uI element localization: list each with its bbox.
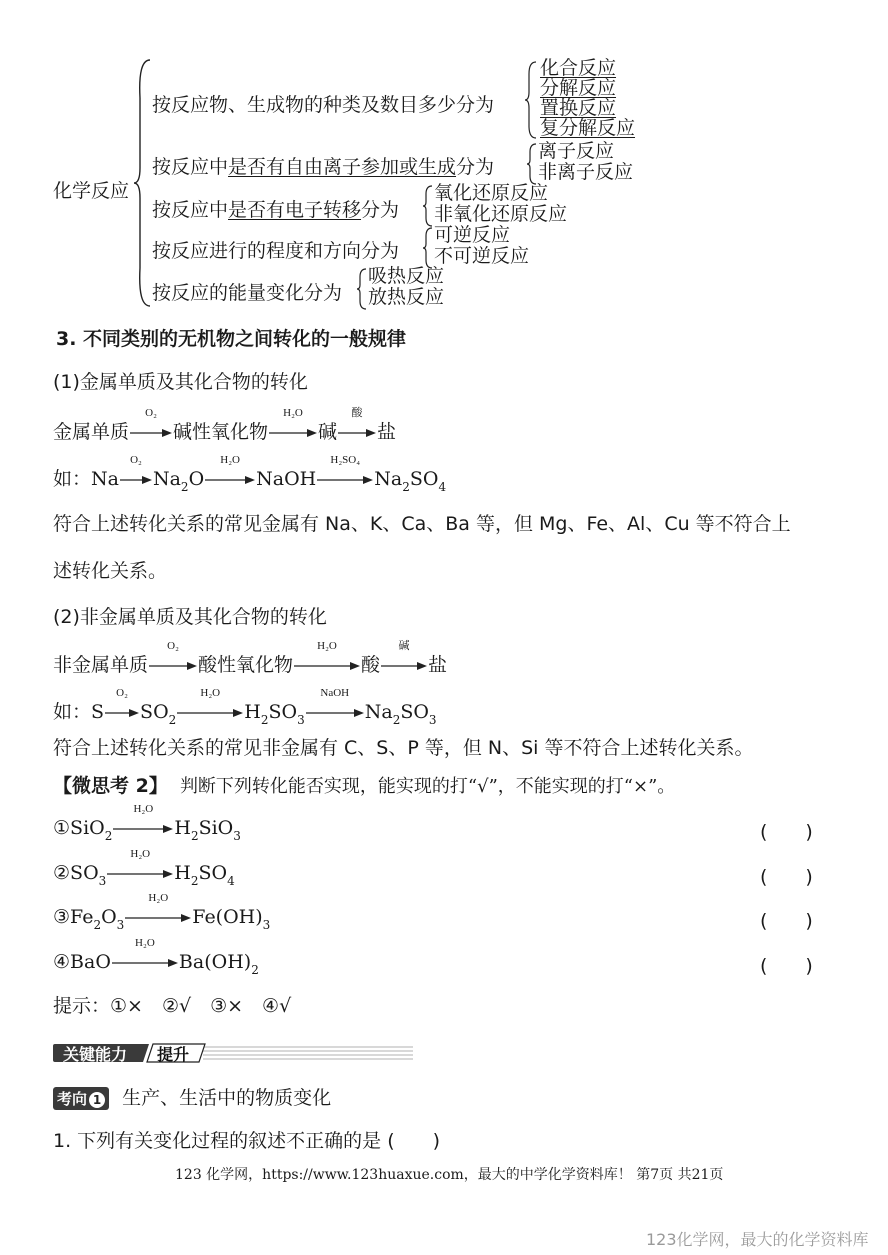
formula-na2o-o: O (188, 468, 205, 490)
leaf-ionic: 离子反应 (538, 140, 615, 162)
arrow-h2o (176, 687, 244, 723)
subscript: 2 (180, 480, 189, 494)
chain-nonmetal-element: 非金属单质 (53, 654, 149, 676)
leaf-redox: 氧化还原反应 (434, 182, 549, 204)
leaf-exothermic: 放热反应 (368, 286, 445, 308)
subscript: 2 (260, 713, 269, 727)
formula-na2o-na: Na (152, 468, 181, 490)
item-product: Fe(OH) (192, 906, 263, 928)
example-prefix: 如： (53, 468, 92, 490)
leaf-irreversible: 不可逆反应 (434, 245, 530, 267)
item-product: H (174, 817, 191, 839)
branch-3-leaves (434, 183, 567, 225)
watermark: 123化学网，最大的化学资料库 (646, 1230, 869, 1249)
arrow-label: H₂O (283, 407, 303, 419)
leaf-non-ionic: 非离子反应 (538, 161, 634, 183)
kaoxiang-header (53, 1083, 332, 1109)
key-ability-banner (53, 1042, 413, 1064)
subscript: 3 (98, 874, 107, 888)
branch-2-label-pre: 按反应中 (152, 156, 229, 178)
chain-base: 碱 (318, 421, 338, 443)
branch-3-label-pre: 按反应中 (152, 199, 229, 221)
formula-na2so3-na: Na (364, 701, 393, 723)
tree-branch-4 (152, 236, 399, 263)
item-number: ④ (53, 951, 71, 973)
arrow-label: NaOH (320, 687, 350, 699)
arrow-naoh (305, 687, 365, 723)
think-tag: 【微思考 2】 (53, 775, 168, 797)
branch-1-label: 按反应物、生成物的种类及数目多少分为 (152, 94, 495, 116)
item-reactant-rest: O (101, 906, 117, 928)
item-reactant: Fe (70, 906, 94, 928)
brace-2 (526, 142, 538, 186)
nonmetal-subtitle: (2)非金属单质及其化合物的转化 (53, 606, 327, 628)
arrow-o2 (104, 687, 140, 723)
subscript: 3 (297, 713, 305, 727)
subscript: 3 (116, 918, 125, 932)
subscript: 2 (190, 874, 199, 888)
tree-branch-1 (152, 90, 494, 117)
brace-5 (356, 267, 368, 311)
branch-2-label-underlined: 是否有自由离子参加或生成 (228, 156, 457, 178)
branch-2-leaves (538, 141, 633, 183)
arrow-label: H₂O (317, 640, 337, 652)
brace-1 (524, 60, 538, 140)
kaoxiang-tag-text: 考向 (57, 1090, 88, 1108)
think-question: 判断下列转化能否实现，能实现的打“√”，不能实现的打“×”。 (179, 776, 676, 797)
kaoxiang-tag (53, 1087, 109, 1110)
think-item-1 (53, 803, 241, 843)
tree-branch-3 (152, 195, 399, 222)
subscript: 2 (168, 713, 177, 727)
arrow-h2o (111, 937, 179, 973)
item-reactant: SO (70, 862, 99, 884)
formula-naoh: NaOH (256, 468, 317, 490)
arrow-h2so4 (316, 454, 374, 490)
subscript: 4 (227, 874, 235, 888)
hint-answers: 提示：①× ②√ ③× ④√ (53, 995, 292, 1017)
tree-branch-2 (152, 152, 494, 179)
think-item-2 (53, 848, 235, 888)
arrow-label: H₂O (135, 937, 155, 949)
think-item-4 (53, 937, 259, 977)
item-number: ① (53, 817, 71, 839)
branch-2-label-post: 分为 (456, 156, 495, 178)
leaf-non-redox: 非氧化还原反应 (434, 203, 568, 225)
item-reactant: BaO (70, 951, 111, 973)
item-number: ② (53, 862, 71, 884)
think-block (53, 771, 675, 798)
arrow-label: O₂ (145, 407, 157, 419)
leaf-double-decomposition: 复分解反应 (540, 117, 636, 139)
arrow-o2 (119, 454, 153, 490)
page-footer: 123 化学网，https://www.123huaxue.com，最大的中学化学资料库！ 第7页 共21页 (175, 1167, 724, 1183)
kaoxiang-title: 生产、生活中的物质变化 (122, 1087, 332, 1109)
item-product: H (174, 862, 191, 884)
branch-3-label-post: 分为 (361, 199, 400, 221)
chain-metal-element: 金属单质 (53, 421, 130, 443)
leaf-endothermic: 吸热反应 (368, 265, 445, 287)
example-prefix: 如： (53, 701, 92, 723)
leaf-displacement: 置换反应 (540, 97, 617, 119)
subscript: 3 (233, 829, 241, 843)
arrow-label: H₂O (200, 687, 221, 699)
formula-na: Na (91, 468, 119, 490)
brace-3 (422, 184, 434, 228)
chain-acid: 酸 (361, 654, 381, 676)
arrow-h2o (293, 640, 361, 676)
nonmetal-note: 符合上述转化关系的常见非金属有 C、S、P 等，但 N、Si 等不符合上述转化关系。 (53, 737, 754, 759)
item-reactant: SiO (70, 817, 105, 839)
metal-example (53, 454, 447, 494)
section-3-title: 3. 不同类别的无机物之间转化的一般规律 (56, 328, 407, 350)
subscript: 2 (392, 713, 401, 727)
chain-acidic-oxide: 酸性氧化物 (198, 654, 294, 676)
branch-5-leaves (368, 266, 444, 308)
item-number: ③ (53, 906, 71, 928)
formula-s: S (91, 701, 105, 723)
answer-blank-1[interactable]: ( ) (760, 821, 813, 843)
leaf-combination: 化合反应 (540, 57, 617, 79)
tree-branch-5 (152, 278, 342, 305)
answer-blank-3[interactable]: ( ) (760, 910, 813, 932)
arrow-h2o (106, 848, 174, 884)
think-item-3 (53, 892, 271, 932)
arrow-label: 碱 (398, 640, 410, 652)
item-product: Ba(OH) (178, 951, 252, 973)
branch-4-leaves (434, 225, 529, 267)
arrow-label: 酸 (351, 407, 363, 419)
arrow-h2o (204, 454, 256, 490)
arrow-h2o (112, 803, 174, 839)
leaf-decomposition: 分解反应 (540, 77, 617, 99)
nonmetal-chain (53, 640, 448, 677)
branch-1-leaves (540, 58, 635, 138)
subscript: 2 (190, 829, 199, 843)
metal-chain (53, 407, 397, 444)
arrow-h2o (268, 407, 318, 443)
answer-blank-4[interactable]: ( ) (760, 955, 813, 977)
subscript: 2 (93, 918, 102, 932)
branch-3-label-underlined: 是否有电子转移 (228, 199, 362, 221)
branch-4-label: 按反应进行的程度和方向分为 (152, 240, 400, 262)
branch-5-label: 按反应的能量变化分为 (152, 282, 343, 304)
arrow-label: O₂ (167, 640, 179, 652)
arrow-acid (337, 407, 377, 443)
tree-main-brace (132, 58, 154, 308)
leaf-reversible: 可逆反应 (434, 224, 511, 246)
formula-so2: SO (140, 701, 169, 723)
banner-left-label: 关键能力 (63, 1045, 128, 1064)
subscript: 2 (402, 480, 410, 494)
item-product-rest: SiO (198, 817, 234, 839)
arrow-h2o (124, 892, 192, 928)
banner-right-label: 提升 (157, 1045, 190, 1064)
arrow-label: H₂SO₄ (330, 454, 361, 466)
tree-root: 化学反应 (53, 180, 130, 202)
arrow-label: H₂O (148, 892, 169, 904)
subscript: 2 (104, 829, 113, 843)
chain-salt: 盐 (377, 421, 397, 443)
chain-salt: 盐 (428, 654, 448, 676)
formula-h2so3-h: H (244, 701, 261, 723)
question-1: 1. 下列有关变化过程的叙述不正确的是 ( ) (53, 1130, 441, 1152)
arrow-base (380, 640, 428, 676)
formula-na2so3-so: SO (400, 701, 429, 723)
formula-h2so3-so: SO (268, 701, 298, 723)
arrow-label: H₂O (130, 848, 151, 860)
formula-na2so4-na: Na (374, 468, 403, 490)
metal-subtitle: (1)金属单质及其化合物的转化 (53, 371, 308, 393)
formula-na2so4-so: SO (409, 468, 439, 490)
arrow-o2 (148, 640, 198, 676)
answer-blank-2[interactable]: ( ) (760, 866, 813, 888)
item-product-rest: SO (198, 862, 228, 884)
subscript: 4 (438, 480, 447, 494)
chain-basic-oxide: 碱性氧化物 (173, 421, 269, 443)
subscript: 3 (262, 918, 271, 932)
brace-4 (422, 226, 434, 270)
arrow-o2 (129, 407, 173, 443)
arrow-label: O₂ (116, 687, 128, 699)
metal-note-line2: 述转化关系。 (53, 560, 168, 582)
subscript: 2 (251, 963, 259, 977)
subscript: 3 (428, 713, 437, 727)
arrow-label: H₂O (220, 454, 240, 466)
kaoxiang-number: 1 (89, 1092, 105, 1108)
arrow-label: O₂ (130, 454, 142, 466)
nonmetal-example (53, 687, 437, 727)
arrow-label: H₂O (133, 803, 154, 815)
metal-note-line1: 符合上述转化关系的常见金属有 Na、K、Ca、Ba 等，但 Mg、Fe、Al、Cu 等不符合上 (53, 513, 791, 535)
